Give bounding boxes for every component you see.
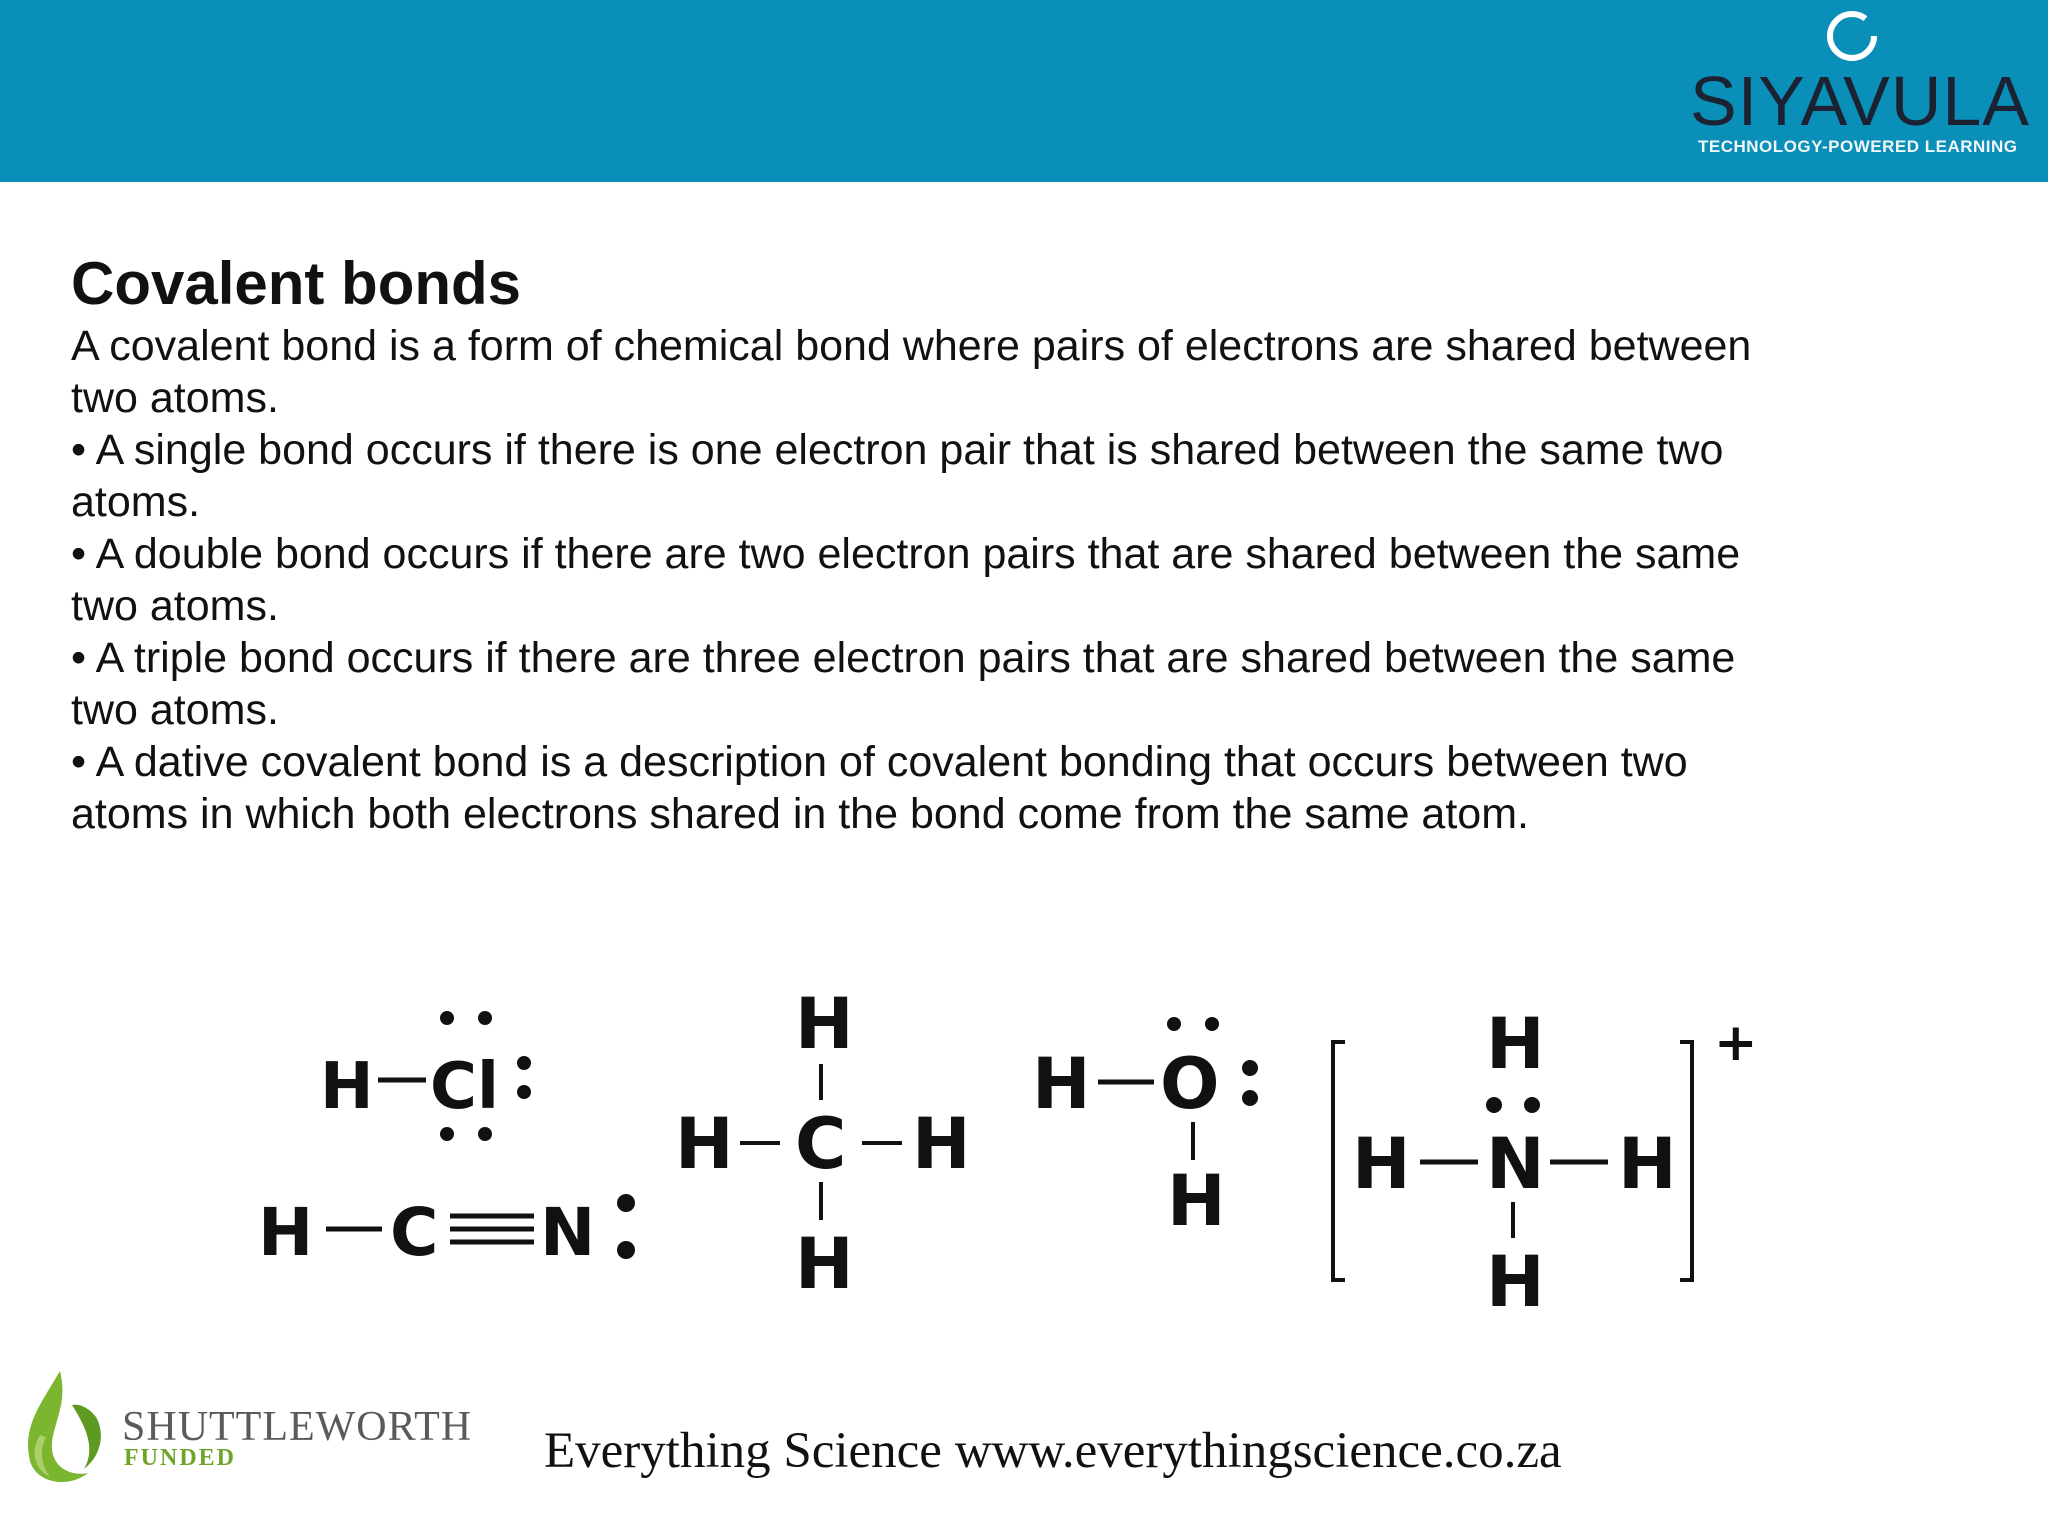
nh4-electron-pair-dot — [1524, 1097, 1540, 1113]
h2o-h-left: H — [1032, 1043, 1091, 1125]
hcn-lone-pair-dot — [617, 1241, 635, 1259]
h2o-lone-pair-dot — [1242, 1090, 1258, 1106]
hcl-lone-pair-dot — [440, 1127, 454, 1141]
hcl-structure — [320, 1011, 531, 1141]
body-line: A covalent bond is a form of chemical bond where pairs of electrons are shared between — [71, 322, 1752, 370]
body-line: two atoms. — [71, 686, 279, 734]
body-line: atoms. — [71, 478, 201, 526]
brand-name: SIYAVULA — [1690, 62, 2030, 140]
funder-sub: FUNDED — [124, 1445, 236, 1471]
hcn-h-atom: H — [258, 1194, 314, 1271]
nh4-h-right: H — [1618, 1123, 1677, 1205]
hcl-lone-pair-dot — [517, 1056, 531, 1070]
nh4-charge: + — [1714, 1013, 1758, 1073]
hcn-c-atom: C — [390, 1194, 439, 1271]
body-line: two atoms. — [71, 582, 279, 630]
shuttleworth-logo[interactable] — [10, 1365, 480, 1490]
body-line: • A dative covalent bond is a description of covalent bonding that occurs between two — [71, 738, 1688, 786]
brand-tagline: TECHNOLOGY-POWERED LEARNING — [1698, 137, 2018, 156]
nh4-structure — [1333, 1003, 1758, 1323]
hcl-lone-pair-dot — [478, 1011, 492, 1025]
ch4-h-bottom: H — [795, 1223, 854, 1305]
h2o-lone-pair-dot — [1205, 1017, 1219, 1031]
siyavula-logo[interactable] — [1680, 6, 2030, 166]
hcn-structure — [258, 1194, 635, 1271]
nh4-n-atom: N — [1486, 1123, 1545, 1205]
lewis-structures-diagram — [0, 960, 2048, 1340]
ch4-h-right: H — [912, 1103, 971, 1185]
hcl-h-atom: H — [320, 1050, 374, 1124]
footer-text: Everything Science www.everythingscience.co.za — [544, 1423, 1562, 1479]
nh4-h-top: H — [1486, 1003, 1545, 1085]
h2o-lone-pair-dot — [1167, 1017, 1181, 1031]
h2o-lone-pair-dot — [1242, 1060, 1258, 1076]
slide-body — [71, 320, 1971, 840]
body-line: two atoms. — [71, 374, 279, 422]
header-band — [0, 0, 2048, 182]
slide-title: Covalent bonds — [71, 250, 522, 317]
flame-leaf-icon — [10, 1365, 110, 1490]
ch4-h-top: H — [795, 983, 854, 1065]
nh4-electron-pair-dot — [1486, 1097, 1502, 1113]
body-line: • A single bond occurs if there is one electron pair that is shared between the same two — [71, 426, 1724, 474]
ch4-structure — [675, 983, 971, 1305]
hcl-lone-pair-dot — [440, 1011, 454, 1025]
nh4-h-left: H — [1352, 1123, 1411, 1205]
body-line: • A triple bond occurs if there are three electron pairs that are shared between the same — [71, 634, 1736, 682]
hcl-lone-pair-dot — [517, 1085, 531, 1099]
body-line: atoms in which both electrons shared in the bond come from the same atom. — [71, 790, 1529, 838]
hcl-cl-atom: Cl — [430, 1050, 499, 1124]
hcl-lone-pair-dot — [478, 1127, 492, 1141]
nh4-right-bracket — [1680, 1042, 1692, 1280]
funder-name: SHUTTLEWORTH — [122, 1404, 473, 1450]
ch4-c-atom: C — [795, 1103, 847, 1185]
h2o-o-atom: O — [1160, 1043, 1220, 1125]
h2o-structure — [1032, 1017, 1258, 1242]
nh4-h-bottom: H — [1486, 1241, 1545, 1323]
hcn-n-atom: N — [540, 1194, 596, 1271]
ch4-h-left: H — [675, 1103, 734, 1185]
siyavula-ring-icon — [1822, 6, 1882, 66]
nh4-left-bracket — [1333, 1042, 1345, 1280]
h2o-h-bottom: H — [1167, 1160, 1226, 1242]
hcn-lone-pair-dot — [617, 1194, 635, 1212]
body-line: • A double bond occurs if there are two electron pairs that are shared between the same — [71, 530, 1741, 578]
